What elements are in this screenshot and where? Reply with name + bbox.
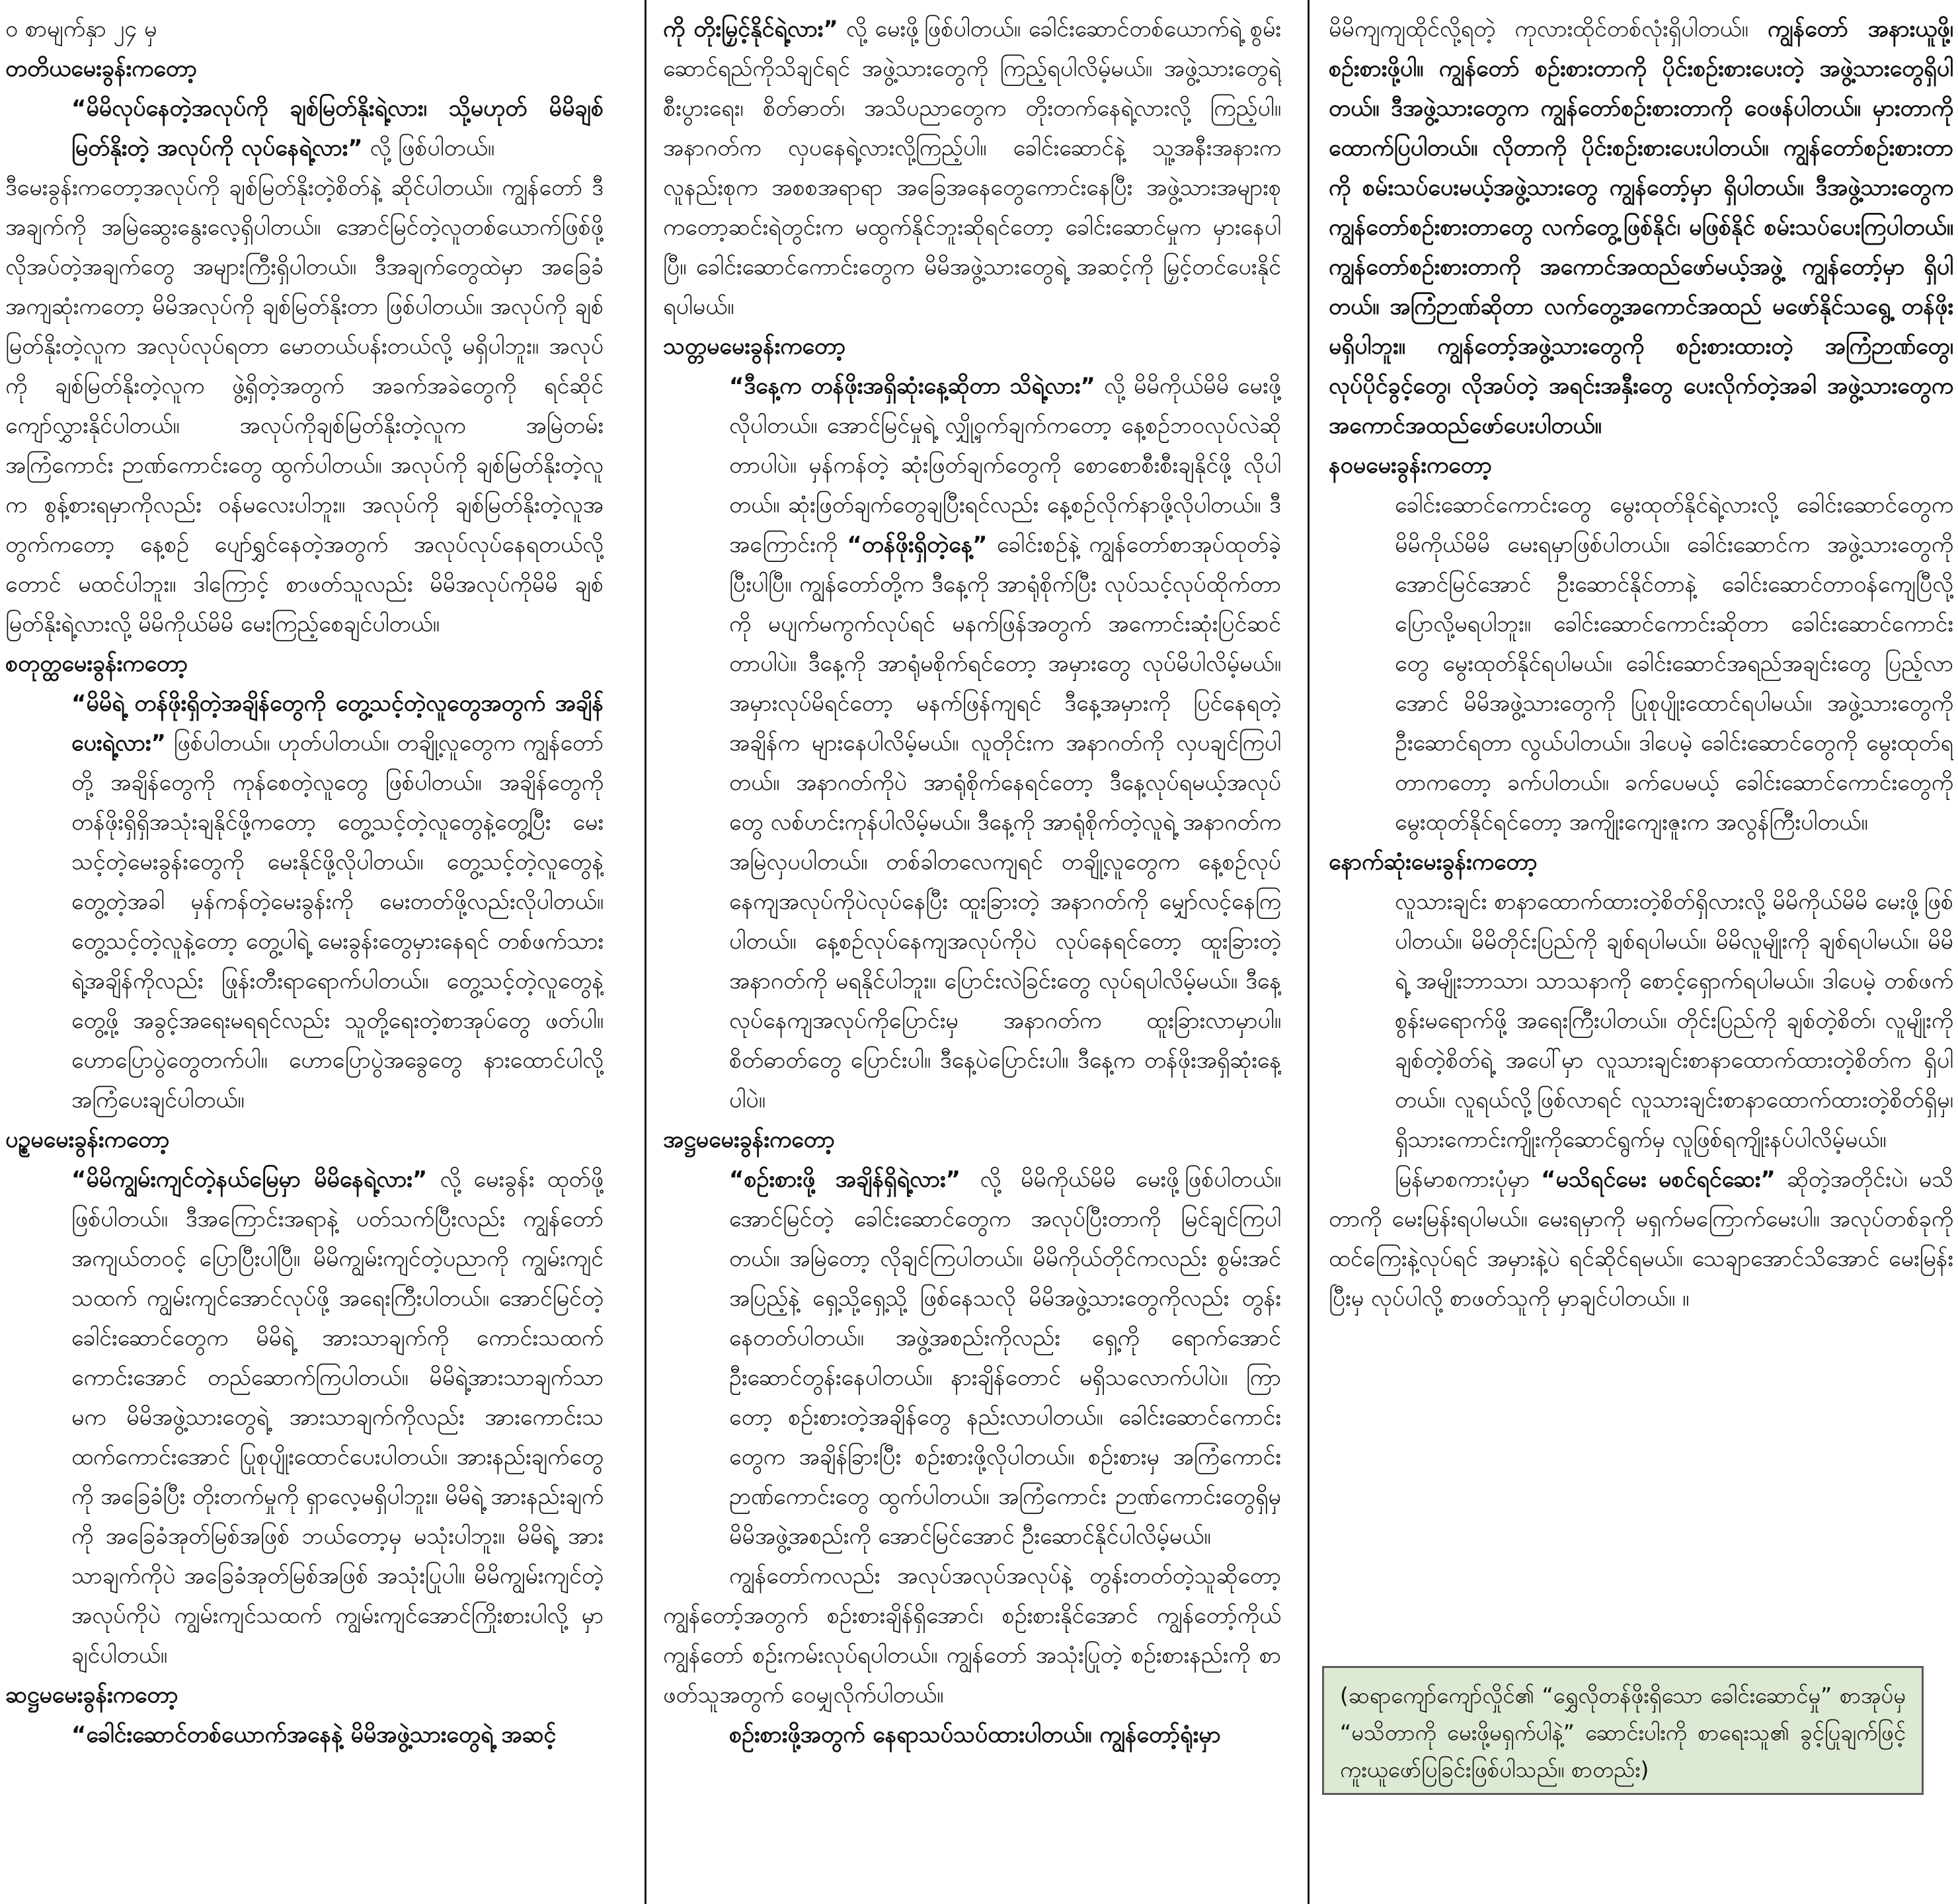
question-paragraph <box>5 1160 604 1675</box>
question-heading: ပဉ္စမမေးခွန်းကတော့ <box>5 1127 170 1153</box>
source-note-text: (ဆရာကျော်ကျော်လှိုင်၏ “ရွှေလိုတန်ဖိုးရှိသော ခေါင်းဆောင်မှု” စာအုပ်မှ “မသိတာကို မေးဖို့မရှက်ပါနဲ့” ဆောင်းပါးကို စာရေးသူ၏ ခွင့်ပြုချက်ဖြင့် ကူးယူဖော်ပြခြင်းဖြစ်ပါသည်။ စာတည်း) <box>1340 1683 1906 1782</box>
source-note-box <box>1322 1666 1924 1795</box>
question-paragraph <box>663 366 1281 1120</box>
body-text: ဒီအကြောင်းအရာနဲ့ ပတ်သက်ပြီးလည်း ကျွန်တော် အကျယ်တဝင့် ပြောပြီးပါပြီ။ မိမိကျွမ်းကျင်တဲ့ပညာကို ကျွမ်းကျင်သထက် ကျွမ်းကျင်အောင်လုပ်ဖို့ အရေးကြီးပါတယ်။ အောင်မြင်တဲ့ ခေါင်းဆောင်တွေက မိမိရဲ့ အားသာချက်ကို ကောင်းသထက်ကောင်းအောင် တည်ဆောက်ကြပါတယ်။ မိမိရဲ့အားသာချက်သာမက မိမိအဖွဲ့သားတွေရဲ့ အားသာချက်ကိုလည်း အားကောင်းသထက်ကောင်းအောင် ပြုစုပျိုးထောင်ပေးပါတယ်။ အားနည်းချက်တွေကို အခြေခံပြီး တိုးတက်မှုကို ရှာလေ့မရှိပါဘူး။ မိမိရဲ့ အားနည်းချက်ကို အခြေခံအုတ်မြစ်အဖြစ် ဘယ်တော့မှ မသုံးပါဘူး။ မိမိရဲ့ အားသာချက်ကိုပဲ အခြေခံအုတ်မြစ်အဖြစ် အသုံးပြုပါ။ မိမိကျွမ်းကျင်တဲ့ အလုပ်ကိုပဲ ကျွမ်းကျင်သထက် ကျွမ်းကျင်အောင်ကြိုးစားပါလို့ မှာချင်ပါတယ်။ <box>71 1206 604 1669</box>
question-heading: တတိယမေးခွန်းကတော့ <box>5 56 197 82</box>
continued-from-label: ဝ စာမျက်နှာ ၂၄ မှ <box>5 16 157 42</box>
question-paragraph <box>663 1160 1281 1556</box>
question-quote: “ခေါင်းဆောင်တစ်ယောက်အနေနဲ့ မိမိအဖွဲ့သားတွေရဲ့ အဆင့် <box>71 1722 557 1748</box>
body-paragraph: ဒီမေးခွန်းကတော့အလုပ်ကို ချစ်မြတ်နိုးတဲ့စိတ်နဲ့ ဆိုင်ပါတယ်။ ကျွန်တော် ဒီအချက်ကို အမြဲဆွေးနွေးလေ့ရှိပါတယ်။ အောင်မြင်တဲ့လူတစ်ယောက်ဖြစ်ဖို့ လိုအပ်တဲ့အချက်တွေ အများကြီးရှိပါတယ်။ ဒီအချက်တွေထဲမှာ အခြေခံအကျဆုံးကတော့ မိမိအလုပ်ကို ချစ်မြတ်နိုးတာ ဖြစ်ပါတယ်။ အလုပ်ကို ချစ်မြတ်နိုးတဲ့လူက အလုပ်လုပ်ရတာ မောတယ်ပန်းတယ်လို့ မရှိပါဘူး။ အလုပ်ကို ချစ်မြတ်နိုးတဲ့လူက ဖွဲ့ရှိတဲ့အတွက် အခက်အခဲတွေကို ရင်ဆိုင်ကျော်လွှားနိုင်ပါတယ်။ အလုပ်ကိုချစ်မြတ်နိုးတဲ့လူက အမြဲတမ်း အကြံကောင်း ဉာဏ်ကောင်းတွေ ထွက်ပါတယ်။ အလုပ်ကို ချစ်မြတ်နိုးတဲ့လူက စွန့်စားရမှာကိုလည်း ဝန်မလေးပါဘူး။ အလုပ်ကို ချစ်မြတ်နိုးတဲ့လူအတွက်ကတော့ နေ့စဉ် ပျော်ရွှင်နေတဲ့အတွက် အလုပ်လုပ်နေရတယ်လို့တောင် မထင်ပါဘူး။ ဒါကြောင့် စာဖတ်သူလည်း မိမိအလုပ်ကိုမိမိ ချစ်မြတ်နိုးရဲ့လားလို့ မိမိကိုယ်မိမိ မေးကြည့်စေချင်ပါတယ်။ <box>5 175 604 637</box>
body-text: ခေါင်းစဉ်နဲ့ ကျွန်တော်စာအုပ်ထုတ်ခဲ့ပြီးပါပြီ။ ကျွန်တော်တို့က ဒီနေ့ကို အာရုံစိုက်ပြီး လုပ်သင့်လုပ်ထိုက်တာကို မပျက်မကွက်လုပ်ရင် မနက်ဖြန်အတွက် အကောင်းဆုံးပြင်ဆင်တာပါပဲ။ ဒီနေ့ကို အာရုံမစိုက်ရင်တော့ အမှားတွေ လုပ်မိပါလိမ့်မယ်။ အမှားလုပ်မိရင်တော့ မနက်ဖြန်ကျရင် ဒီနေ့အမှားကို ပြင်နေရတဲ့အချိန်က များနေပါလိမ့်မယ်။ လူတိုင်းက အနာဂတ်ကို လှပချင်ကြပါတယ်။ အနာဂတ်ကိုပဲ အာရုံစိုက်နေရင်တော့ ဒီနေ့လုပ်ရမယ့်အလုပ်တွေ လစ်ဟင်းကုန်ပါလိမ့်မယ်။ ဒီနေ့ကို အာရုံစိုက်တဲ့လူရဲ့ အနာဂတ်က အမြဲလှပပါတယ်။ တစ်ခါတလေကျရင် တချို့လူတွေက နေ့စဉ်လုပ်နေကျအလုပ်ကိုပဲလုပ်နေပြီး ထူးခြားတဲ့ အနာဂတ်ကို မျှော်လင့်နေကြပါတယ်။ နေ့စဉ်လုပ်နေကျအလုပ်ကိုပဲ လုပ်နေရင်တော့ ထူးခြားတဲ့ အနာဂတ်ကို မရနိုင်ပါဘူး။ ပြောင်းလဲခြင်းတွေ လုပ်ရပါလိမ့်မယ်။ ဒီနေ့ လုပ်နေကျအလုပ်ကိုပြောင်းမှ အနာဂတ်က ထူးခြားလာမှာပါ။ စိတ်ဓာတ်တွေ ပြောင်းပါ။ ဒီနေ့ပဲပြောင်းပါ။ ဒီနေ့က တန်ဖိုးအရှိဆုံးနေ့ပါပဲ။ <box>729 532 1281 1113</box>
article-column-2 <box>663 9 1281 1895</box>
question-paragraph <box>5 89 604 168</box>
question-quote: “မိမိလုပ်နေတဲ့အလုပ်ကို ချစ်မြတ်နိုးရဲ့လား၊ သို့မဟုတ် မိမိချစ်မြတ်နိုးတဲ့ အလုပ်ကို လုပ်နေရဲ့လား” <box>71 95 604 161</box>
question-quote: “မိမိကျွမ်းကျင်တဲ့နယ်မြေမှာ မိမိနေရဲ့လား” <box>71 1166 428 1193</box>
question-tail: လို့ မေးခွန်း ထုတ်ဖို့ ဖြစ်ပါတယ်။ <box>71 1166 604 1232</box>
column-divider <box>1308 0 1310 1904</box>
body-text-bold: ကျွန်တော် အနားယူဖို့၊ စဉ်းစားဖို့ပါ။ ကျွန်တော် စဉ်းစားတာကို ပိုင်းစဉ်းစားပေးတဲ့ အဖွဲ့သားတွေရှိပါတယ်။ ဒီအဖွဲ့သားတွေက ကျွန်တော်စဉ်းစားတာကို ဝေဖန်ပါတယ်။ မှားတာကို ထောက်ပြပါတယ်။ လိုတာကို ပိုင်းစဉ်းစားပေးပါတယ်။ ကျွန်တော်စဉ်းစားတာကို စမ်းသပ်ပေးမယ့်အဖွဲ့သားတွေ ကျွန်တော့်မှာ ရှိပါတယ်။ ဒီအဖွဲ့သားတွေက ကျွန်တော်စဉ်းစားတာတွေ လက်တွေ့ဖြစ်နိုင်၊ မဖြစ်နိုင် စမ်းသပ်ပေးကြပါတယ်။ ကျွန်တော်စဉ်းစားတာကို အကောင်အထည်ဖော်မယ့်အဖွဲ့ ကျွန်တော့်မှာ ရှိပါတယ်။ အကြံဉာဏ်ဆိုတာ လက်တွေ့အကောင်အထည် မဖော်နိုင်သရွေ့ တန်ဖိုးမရှိပါဘူး။ ကျွန်တော့်အဖွဲ့သားတွေကို စဉ်းစားထားတဲ့ အကြံဉာဏ်တွေ၊ လုပ်ပိုင်ခွင့်တွေ၊ လိုအပ်တဲ့ အရင်းအနှီးတွေ ပေးလိုက်တဲ့အခါ အဖွဲ့သားတွေက အကောင်အထည်ဖော်ပေးပါတယ်။ <box>1329 16 1953 439</box>
question-quote: “ဒီနေ့က တန်ဖိုးအရှိဆုံးနေ့ဆိုတာ သိရဲ့လား” <box>729 373 1095 399</box>
body-paragraph: ကျွန်တော်ကလည်း အလုပ်အလုပ်အလုပ်နဲ့ တွန်းတတ်တဲ့သူဆိုတော့ ကျွန်တော့်အတွက် စဉ်းစားချိန်ရှိအောင်၊ စဉ်းစားနိုင်အောင် ကျွန်တော့်ကိုယ်ကျွန်တော် စဉ်းကမ်းလုပ်ရပါတယ်။ ကျွန်တော် အသုံးပြုတဲ့ စဉ်းစားနည်းကို စာဖတ်သူအတွက် ဝေမျှလိုက်ပါတယ်။ <box>663 1563 1281 1708</box>
article-column-3 <box>1329 9 1953 1895</box>
body-text: မိမိကျကျထိုင်လို့ရတဲ့ ကုလားထိုင်တစ်လုံးရှိပါတယ်။ <box>1329 16 1748 42</box>
question-paragraph <box>5 684 604 1120</box>
question-heading: နဝမမေးခွန်းကတော့ <box>1329 452 1492 479</box>
article-column-1 <box>5 9 604 1895</box>
question-paragraph <box>663 9 1281 327</box>
question-heading: အဋ္ဌမမေးခွန်းကတော့ <box>663 1127 835 1153</box>
question-quote: “စဉ်းစားဖို့ အချိန်ရှိရဲ့လား” <box>729 1166 960 1193</box>
question-heading: နောက်ဆုံးမေးခွန်းကတော့ <box>1329 849 1538 875</box>
body-text: အောင်မြင်တဲ့ ခေါင်းဆောင်တွေက အလုပ်ပြီးတာကို မြင်ချင်ကြပါတယ်။ အမြဲတော့ လိုချင်ကြပါတယ်။ မိမိကိုယ်တိုင်ကလည်း စွမ်းအင်အပြည့်နဲ့ ရှေ့သို့ရှေ့သို့ ဖြစ်နေသလို မိမိအဖွဲ့သားတွေကိုလည်း တွန်းနေတတ်ပါတယ်။ အဖွဲ့အစည်းကိုလည်း ရှေ့ကို ရောက်အောင် ဦးဆောင်တွန်းနေပါတယ်။ နားချိန်တောင် မရှိသလောက်ပါပဲ။ ကြာတော့ စဉ်းစားတဲ့အချိန်တွေ နည်းလာပါတယ်။ ခေါင်းဆောင်ကောင်းတွေက အချိန်ခြားပြီး စဉ်းစားဖို့လိုပါတယ်။ စဉ်းစားမှ အကြံကောင်း ဉာဏ်ကောင်းတွေ ထွက်ပါတယ်။ အကြံကောင်း ဉာဏ်ကောင်းတွေရှိမှ မိမိအဖွဲ့အစည်းကို အောင်မြင်အောင် ဦးဆောင်နိုင်ပါလိမ့်မယ်။ <box>729 1206 1281 1550</box>
body-paragraph: ခေါင်းဆောင်ကောင်းတွေ မွေးထုတ်နိုင်ရဲ့လားလို့ ခေါင်းဆောင်တွေက မိမိကိုယ်မိမိ မေးရမှာဖြစ်ပါတယ်။ ခေါင်းဆောင်က အဖွဲ့သားတွေကို အောင်မြင်အောင် ဦးဆောင်နိုင်တာနဲ့ ခေါင်းဆောင်တာဝန်ကျေပြီလို့ ပြောလို့မရပါဘူး။ ခေါင်းဆောင်ကောင်းဆိုတာ ခေါင်းဆောင်ကောင်းတွေ မွေးထုတ်နိုင်ရပါမယ်။ ခေါင်းဆောင်အရည်အချင်းတွေ ပြည့်လာအောင် မိမိအဖွဲ့သားတွေကို ပြုစုပျိုးထောင်ရပါမယ်။ အဖွဲ့သားတွေကို ဦးဆောင်ရတာ လွယ်ပါတယ်။ ဒါပေမဲ့ ခေါင်းဆောင်တွေကို မွေးထုတ်ရတာကတော့ ခက်ပါတယ်။ ခက်ပေမယ့် ခေါင်းဆောင်ကောင်းတွေကို မွေးထုတ်နိုင်ရင်တော့ အကျိုးကျေးဇူးက အလွန်ကြီးပါတယ်။ <box>1395 492 1953 836</box>
question-quote: “မိမိရဲ့ တန်ဖိုးရှိတဲ့အချိန်တွေကို တွေ့သင့်တဲ့လူတွေအတွက် အချိန်ပေးရဲ့လား” <box>71 690 604 756</box>
question-tail: လို့ မိမိကိုယ်မိမိ မေးဖို့ဖြစ်ပါတယ်။ <box>980 1166 1281 1193</box>
question-tail: ဖြစ်ပါတယ်။ <box>173 730 270 756</box>
body-paragraph <box>1329 1160 1953 1318</box>
question-tail: လို့ ဖြစ်ပါတယ်။ <box>370 135 495 161</box>
proverb-quote: “မသိရင်မေး မစင်ရင်ဆေး” <box>1541 1166 1776 1193</box>
body-text: မြန်မာစကားပုံမှာ <box>1395 1166 1530 1193</box>
question-tail: လို့ မိမိကိုယ်မိမိ မေးဖို့လိုပါတယ်။ <box>729 373 1281 439</box>
body-paragraph-bold: စဉ်းစားဖို့အတွက် နေရာသပ်သပ်ထားပါတယ်။ ကျွန်တော့်ရုံးမှာ <box>729 1722 1221 1748</box>
body-paragraph: လူသားချင်း စာနာထောက်ထားတဲ့စိတ်ရှိလားလို့ မိမိကိုယ်မိမိ မေးဖို့ဖြစ်ပါတယ်။ မိမိတိုင်းပြည်ကို ချစ်ရပါမယ်။ မိမိလူမျိုးကို ချစ်ရပါမယ်။ မိမိရဲ့ အမျိုးဘာသာ၊ သာသနာကို စောင့်ရှောက်ရပါမယ်။ ဒါပေမဲ့ တစ်ဖက်စွန်းမရောက်ဖို့ အရေးကြီးပါတယ်။ တိုင်းပြည်ကို ချစ်တဲ့စိတ်၊ လူမျိုးကိုချစ်တဲ့စိတ်ရဲ့ အပေါ်မှာ လူသားချင်းစာနာထောက်ထားတဲ့စိတ်က ရှိပါတယ်။ လူရယ်လို့ဖြစ်လာရင် လူသားချင်းစာနာထောက်ထားတဲ့စိတ်ရှိမှ၊ ရှိသားကောင်းကျိုးကိုဆောင်ရွက်မှ လူဖြစ်ရကျိုးနပ်ပါလိမ့်မယ်။ <box>1395 889 1953 1153</box>
highlighted-phrase: “တန်ဖိုးရှိတဲ့နေ့” <box>847 532 988 558</box>
column-divider <box>645 0 646 1904</box>
body-text: ဆိုတဲ့အတိုင်းပဲ၊ မသိတာကို မေးမြန်းရပါမယ်။ မေးရမှာကို မရှက်မကြောက်မေးပါ။ အလုပ်တစ်ခုကို ထင်ကြေးနဲ့လုပ်ရင် အမှားနဲ့ပဲ ရင်ဆိုင်ရမယ်။ သေချာအောင်သိအောင် မေးမြန်းပြီးမှ လုပ်ပါလို့ စာဖတ်သူကို မှာချင်ပါတယ်။ ။ <box>1329 1166 1953 1312</box>
body-paragraph <box>1329 9 1953 446</box>
question-heading: စတုတ္ထမေးခွန်းကတော့ <box>5 651 188 677</box>
body-text: လို့ မေးဖို့ဖြစ်ပါတယ်။ ခေါင်းဆောင်တစ်ယောက်ရဲ့ စွမ်းဆောင်ရည်ကိုသိချင်ရင် အဖွဲ့သားတွေကို ကြည့်ရပါလိမ့်မယ်။ အဖွဲ့သားတွေရဲ့ စီးပွားရေး၊ စိတ်ဓာတ်၊ အသိပညာတွေက တိုးတက်နေရဲ့လားလို့ ကြည့်ပါ။ အနာဂတ်က လှပနေရဲ့လားလို့ကြည့်ပါ။ ခေါင်းဆောင်နဲ့ သူ့အနီးအနားက လူနည်းစုက အစစအရာရာ အခြေအနေတွေကောင်းနေပြီး အဖွဲ့သားအများစုကတော့ဆင်းရဲတွင်းက မထွက်နိုင်ဘူးဆိုရင်တော့ ခေါင်းဆောင်မှုက မှားနေပါပြီ။ ခေါင်းဆောင်ကောင်းတွေက မိမိအဖွဲ့သားတွေရဲ့ အဆင့်ကို မြှင့်တင်ပေးနိုင်ရပါမယ်။ <box>663 16 1281 320</box>
question-quote: ကို တိုးမြှင့်နိုင်ရဲ့လား” <box>663 16 838 42</box>
body-text: ဟုတ်ပါတယ်။ တချို့လူတွေက ကျွန်တော်တို့ အချိန်တွေကို ကုန်စေတဲ့လူတွေ ဖြစ်ပါတယ်။ အချိန်တွေကို တန်ဖိုးရှိရှိအသုံးချနိုင်ဖို့ကတော့ တွေ့သင့်တဲ့လူတွေနဲ့တွေ့ပြီး မေးသင့်တဲ့မေးခွန်းတွေကို မေးနိုင်ဖို့လိုပါတယ်။ တွေ့သင့်တဲ့လူတွေနဲ့ တွေ့တဲ့အခါ မှန်ကန်တဲ့မေးခွန်းကို မေးတတ်ဖို့လည်းလိုပါတယ်။ တွေ့သင့်တဲ့လူနဲ့တော့ တွေ့ပါရဲ့ မေးခွန်းတွေမှားနေရင် တစ်ဖက်သားရဲ့အချိန်ကိုလည်း ဖြုန်းတီးရာရောက်ပါတယ်။ တွေ့သင့်တဲ့လူတွေနဲ့တွေ့ဖို့ အခွင့်အရေးမရရင်လည်း သူတို့ရေးတဲ့စာအုပ်တွေ ဖတ်ပါ။ ဟောပြောပွဲတွေတက်ပါ။ ဟောပြောပွဲအခွေတွေ နားထောင်ပါလို့ အကြံပေးချင်ပါတယ်။ <box>71 730 604 1113</box>
question-heading: ဆဋ္ဌမမေးခွန်းကတော့ <box>5 1682 178 1708</box>
body-text: အောင်မြင်မှုရဲ့ လျှို့ဝှက်ချက်ကတော့ နေ့စဉ်ဘဝလုပ်လဲဆိုတာပါပဲ။ မှန်ကန်တဲ့ ဆုံးဖြတ်ချက်တွေကို စောစောစီးစီးချနိုင်ဖို့ လိုပါတယ်။ ဆုံးဖြတ်ချက်တွေချပြီးရင်လည်း နေ့စဉ်လိုက်နာဖို့လိုပါတယ်။ ဒီအကြောင်းကို <box>729 413 1281 558</box>
question-heading: သတ္တမမေးခွန်းကတော့ <box>663 333 846 360</box>
